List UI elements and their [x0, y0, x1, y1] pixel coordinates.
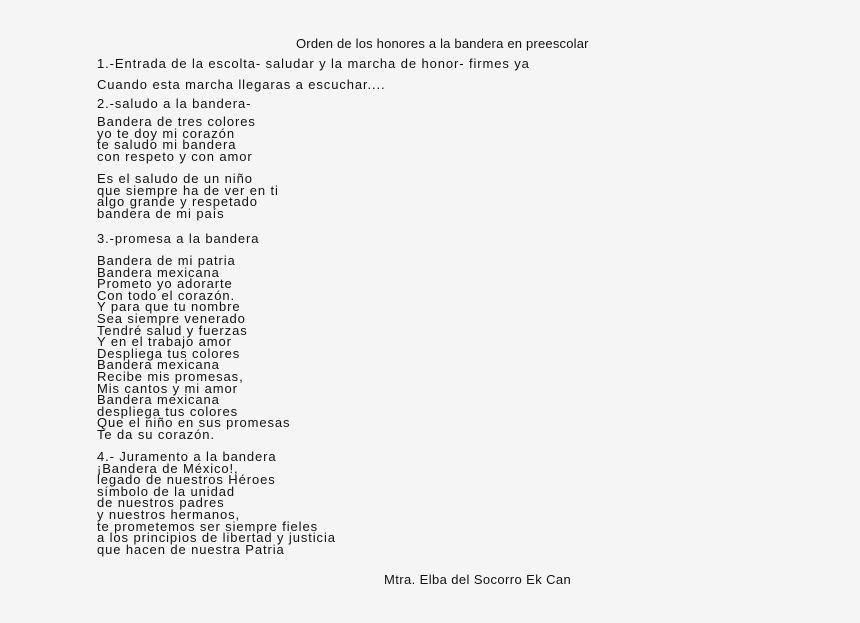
verse-line: te saludo mi bandera — [97, 137, 237, 153]
verse-line: de nuestros padres — [97, 495, 225, 511]
verse-line: ¡Bandera de México!, — [97, 460, 239, 476]
verse-line: algo grande y respetado — [97, 194, 258, 210]
verse-line: Bandera mexicana — [97, 264, 220, 280]
section-2-heading: 2.-saludo a la bandera- — [97, 96, 252, 111]
verse-line: Sea siempre venerado — [97, 310, 246, 326]
verse-line: Recibe mis promesas, — [97, 368, 244, 384]
verse-line: y nuestros hermanos, — [97, 506, 241, 522]
verse-line: que hacen de nuestra Patria — [97, 541, 285, 557]
verse-line: Tendré salud y fuerzas — [97, 322, 248, 338]
verse-line: bandera de mi país — [97, 205, 225, 221]
verse-line: Bandera mexicana — [97, 392, 220, 408]
verse-line: Te da su corazón. — [97, 426, 215, 442]
verse-line: Bandera de mi patria — [97, 253, 236, 268]
verse-line: símbolo de la unidad — [97, 483, 235, 499]
verse-line: Con todo el corazón. — [97, 287, 235, 303]
section-2-stanza-1 — [97, 116, 256, 162]
verse-line: Bandera de tres colores — [97, 114, 256, 129]
verse-line: Mis cantos y mi amor — [97, 380, 238, 396]
document-title: Orden de los honores a la bandera en preescolar — [296, 36, 589, 51]
verse-line: a los principios de libertad y justicia — [97, 530, 336, 546]
verse-line: Que el niño en sus promesas — [97, 415, 291, 431]
verse-line: te prometemos ser siempre fieles — [97, 518, 318, 534]
section-3-promise — [97, 255, 290, 441]
verse-line: Despliega tus colores — [97, 345, 241, 361]
signature: Mtra. Elba del Socorro Ek Can — [384, 572, 572, 587]
verse-line: con respeto y con amor — [97, 148, 253, 164]
verse-line: Es el saludo de un niño — [97, 171, 253, 186]
verse-line: Bandera mexicana — [97, 357, 220, 373]
section-1-heading: 1.-Entrada de la escolta- saludar y la marcha de honor- firmes ya — [97, 56, 530, 71]
verse-line: Y en el trabajo amor — [97, 334, 232, 350]
verse-line: que siempre ha de ver en ti — [97, 182, 279, 198]
section-3-heading: 3.-promesa a la bandera — [97, 231, 260, 246]
verse-line: Prometo yo adorarte — [97, 276, 233, 292]
section-4-oath — [97, 451, 336, 555]
verse-line: legado de nuestros Héroes — [97, 472, 276, 488]
verse-line: yo te doy mi corazón — [97, 125, 235, 141]
section-1-line: Cuando esta marcha llegaras a escuchar.... — [97, 77, 386, 92]
section-4-heading: 4.- Juramento a la bandera — [97, 449, 277, 464]
verse-line: despliega tus colores — [97, 403, 239, 419]
section-2-stanza-2 — [97, 173, 279, 219]
verse-line: Y para que tu nombre — [97, 299, 241, 315]
